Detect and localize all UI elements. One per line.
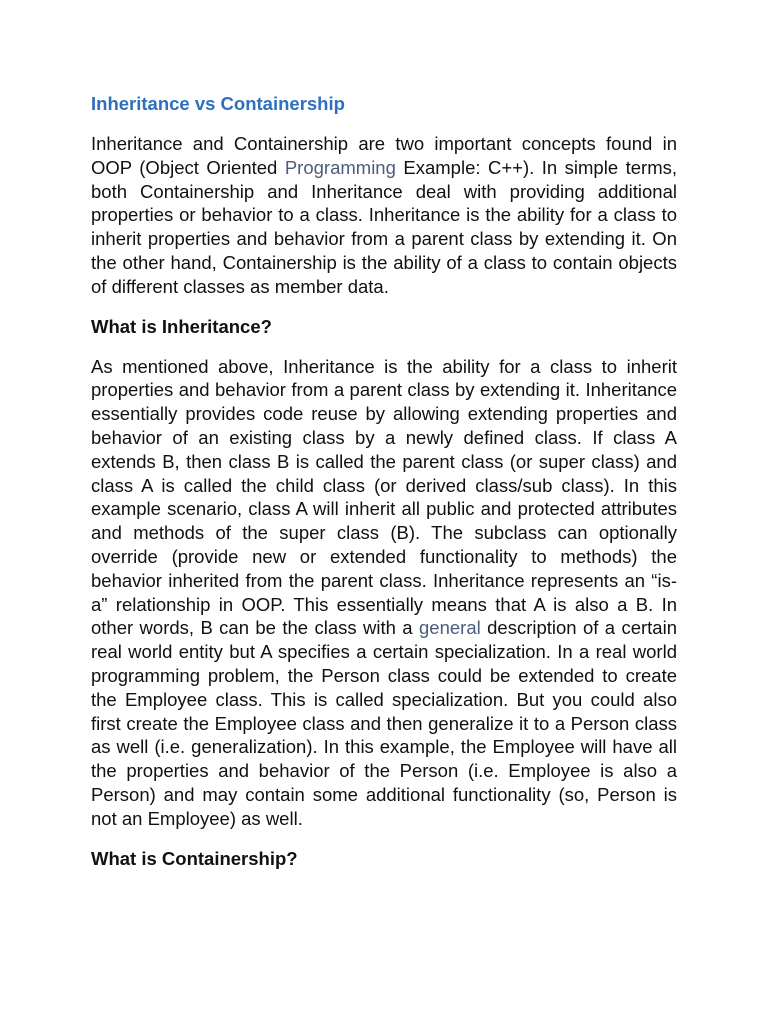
programming-link[interactable]: Programming: [284, 156, 396, 178]
section-heading-inheritance: What is Inheritance?: [91, 315, 272, 337]
document-content: [91, 92, 677, 887]
inheritance-text-part1: As mentioned above, Inheritance is the ability for a class to inherit properties and behavior from a parent class by extending it. Inheritance essentially provides code reuse by allowing extending properties and behavior of an existing class by a newly defined class. If class A extends B, then class B is called the parent class (or super class) and class A is called the child class (or derived class/sub class). In this example scenario, class A will inherit all public and protected attributes and methods of the super class (B). The subclass can optionally override (provide new or extended functionality to methods) the behavior inherited from the parent class. Inheritance represents an “is-a” relationship in OOP. This essentially means that A is also a B. In other words, B can be the class with a: [91, 355, 677, 639]
general-link[interactable]: general: [419, 617, 481, 639]
intro-paragraph: [91, 132, 677, 299]
inheritance-text-part2: description of a certain real world entity but A specifies a certain specialization. In a real world programming problem, the Person class could be extended to create the Employee class. This is called specialization. But you could also first create the Employee class and then generalize it to a Person class as well (i.e. generalization). In this example, the Employee will have all the properties and behavior of the Person (i.e. Employee is also a Person) and may contain some additional functionality (so, Person is not an Employee) as well.: [91, 617, 677, 829]
section-heading-containership: What is Containership?: [91, 847, 298, 869]
inheritance-paragraph: [91, 355, 677, 831]
intro-text-part2: Example: C++). In simple terms, both Containership and Inheritance deal with providing additional properties or behavior to a class. Inheritance is the ability for a class to inherit properties and behavior from a parent class by extending it. On the other hand, Containership is the ability of a class to contain objects of different classes as member data.: [91, 156, 677, 297]
intro-text-part1: Inheritance and Containership are two important concepts found in OOP (Object Oriented: [91, 133, 677, 178]
document-title: Inheritance vs Containership: [91, 93, 345, 114]
